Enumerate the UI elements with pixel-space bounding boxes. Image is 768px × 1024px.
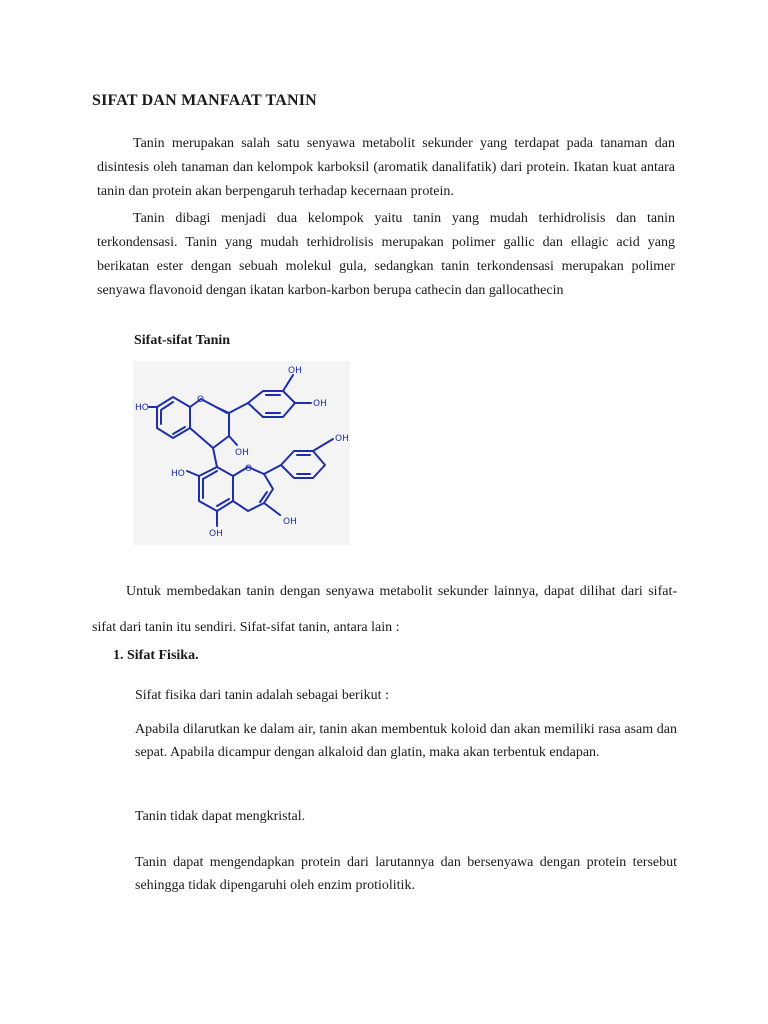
label-o-ring1: O — [197, 395, 205, 405]
label-oh-top: OH — [288, 366, 302, 376]
oh-top-bond — [283, 375, 293, 391]
paragraph-distinguish: Untuk membedakan tanin dengan senyawa metabolit sekunder lainnya, dapat dilihat dari sifat-sifat dari tanin itu sendiri. Sifat-sifat tanin, antara lain : — [92, 584, 677, 635]
list-item: Tanin dapat mengendapkan protein dari larutannya dan bersenyawa dengan protein tersebut sehingga tidak dipengaruhi oleh enzim protiolitik. — [135, 855, 677, 893]
c2-ringb-bond — [229, 403, 248, 413]
label-ho-lower: HO — [171, 469, 185, 479]
label-oh-right-top: OH — [313, 399, 327, 409]
list-item: Tanin tidak dapat mengkristal. — [135, 809, 306, 824]
label-oh-mid: OH — [235, 448, 249, 458]
structure-labels — [135, 366, 349, 539]
label-ho-left: HO — [135, 403, 149, 413]
list-item: Sifat fisika dari tanin adalah sebagai berikut : — [135, 688, 389, 703]
c2-ringe-bond — [264, 465, 281, 474]
tannin-structure-figure — [133, 361, 350, 545]
label-oh-bottom: OH — [209, 529, 223, 539]
ring-c-double — [216, 407, 227, 413]
label-o-ring2: O — [245, 464, 253, 474]
chemical-structure-diagram — [133, 361, 350, 545]
ring-c — [190, 399, 229, 448]
oh-right-bond — [313, 439, 333, 451]
paragraph-intro: Tanin merupakan salah satu senyawa metabolit sekunder yang terdapat pada tanaman dan disintesis oleh tanaman dan kelompok karboksil (aromatik danalifatik) dari protein. Ikatan kuat antara tanin dan protein akan berpengaruh terhadap kecernaan protein. — [97, 136, 675, 199]
section-heading-physical: 1. Sifat Fisika. — [113, 648, 199, 663]
ho-lower-bond — [187, 471, 199, 476]
label-oh-right: OH — [335, 434, 349, 444]
section-subheading: Sifat-sifat Tanin — [134, 333, 231, 348]
oh-bottom-right-bond — [264, 503, 280, 515]
paragraph-classification: Tanin dibagi menjadi dua kelompok yaitu tanin yang mudah terhidrolisis dan tanin terkondensasi. Tanin yang mudah terhidrolisis merupakan polimer gallic dan ellagic acid yang berikatan ester dengan sebuah molekul gula, sedangkan tanin terkondensasi merupakan polimer senyawa flavonoid dengan ikatan karbon-karbon berupa cathecin dan gallocathecin — [97, 211, 675, 298]
label-oh-bottom-right: OH — [283, 517, 297, 527]
oh-mid-bond — [229, 436, 237, 445]
interflavan-bond — [213, 448, 217, 467]
page-title: SIFAT DAN MANFAAT TANIN — [92, 92, 317, 109]
ring-d — [199, 467, 233, 511]
list-item: Apabila dilarutkan ke dalam air, tanin akan membentuk koloid dan akan memiliki rasa asam dan sepat. Apabila dicampur dengan alkaloid dan glatin, maka akan terbentuk endapan. — [135, 722, 677, 760]
